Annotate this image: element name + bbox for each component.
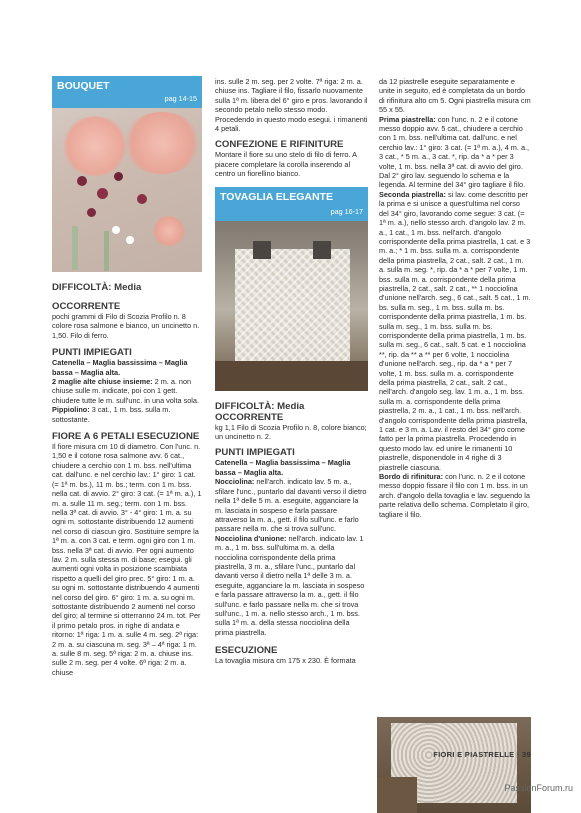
prima-piastrella-text: con l'unc. n. 2 e il cotone messo doppio avv. 5 cat., chiudere a cerchio con 1 m. bss. nell'ultima cat. dall'unc. e nel cerchio lav.: 1° giro: 3 cat. (= 1ª m. a.), 4 m. a., 3 cat., * 5 m. a., 3 cat. *, rip. da * a * per 3 volte, 1 m. bss. nella 3ª cat. di avvio del giro. Dal 2° giro lav. seguendo lo schema e la legenda. Al termine del 34° giro tagliare il filo. bbox=[379, 114, 530, 190]
column-3 bbox=[379, 77, 531, 519]
seconda-piastrella-text: si lav. come descritto per la prima e si unisce a quest'ultima nel corso del 34° giro, lavorando come segue: 3 cat. (= 1ª m. a.), nello stesso arch. d'angolo lav. 2 m. a., 1 cat., 1 m. bss. nell'arch. d'angolo corrispondente della prima piastrella, 1 cat. e 3 m. a.; * 1 m. bss. sulla m. a. corrispondente della prima piastrella, 2 cat., salt. 2 cat., 1 m. a. sulla m. seg. *, rip. da * a * per 7 volte, 1 m. bss. sulla m. a. corrispondente della prima piastrella, 2 cat., salt. 2 cat., ** 1 nocciolina d'unione nell'arch. seg., 6 cat., salt. 5 cat., 1 m. bs. sulla m. seg., 1 m. bss. sulla m. bs. corrispondente della prima piastrella, 1 m. bs. sulla m. seg., 1 m. bss. sulla m. bs. corrispondente della prima piastrella, 1 m. bs. sulla m. seg., 6 cat., salt. 5 cat. e 1 nocciolina **, rip. da ** a ** per 6 volte, 1 nocciolina d'unione nell'arch. seg., rip. da * a * per 7 volte, 1 m. bss. sulla m. a. corrispondente della prima piastrella, 2 cat., salt. 2 cat., nell'arch. d'angolo seg. lav. 1 m. a., 1 m. bss. sulla m. a. corrispondente della prima piastrella, 2 m. a., 1 cat., 1 m. bss. nell'arch. d'angolo corrispondente della prima piastrella, 1 cat. e 3 m. a. Lav. il resto del 34° giro come fatto per la prima piastrella. Procedendo in questo modo lav. ed unire le rimanenti 10 piastrelle, disponendole in 4 righe di 3 piastrelle ciascuna. bbox=[379, 189, 531, 472]
footer-separator: · bbox=[516, 750, 523, 759]
page-number: 39 bbox=[522, 750, 531, 759]
tovaglia-photo bbox=[215, 187, 368, 391]
lace-edge-photo bbox=[377, 717, 531, 813]
stitch-2ma bbox=[52, 377, 202, 405]
difficulty-label: DIFFICOLTÀ: Media bbox=[215, 400, 305, 412]
occorrente-heading: OCCORRENTE bbox=[215, 411, 284, 423]
stitch-2ma-name: 2 maglie alte chiuse insieme: bbox=[52, 377, 153, 387]
occorrente-heading: OCCORRENTE bbox=[52, 301, 121, 312]
stitch-nocciolina-unione-name: Nocciolina d'unione: bbox=[215, 533, 287, 543]
stitch-pippiolino-desc: 3 cat., 1 m. bss. sulla m. sottostante. bbox=[52, 405, 171, 424]
fiore-text: Il fiore misura cm 10 di diametro. Con l'unc. n. 1,50 e il cotone rosa salmone avv. 6 cat., chiudere a cerchio con 1 m. bss. nell'ultima cat. dall'unc. e nel cerchio lav.: 1° giro: 1 cat. (= 1ª m. bs.), 11 m. bs.; term. con 1 m. bss. nella cat. di avvio. 2° giro: 3 cat. (= 1ª m. a.), 1 m. a. sulle 11 m. seg.; term. con 1 m. bss. nella 3ª cat. di avvio. 3° - 4° giro: 1 m. a. su ogni m. sottostante distribuendo 12 aumenti nel corso di ciascun giro. Sostituire sempre la 1ª m. a. con 3 cat. e term. ogni giro con 1 m. bss. nella 3ª cat. di avvio. Per ogni aumento lav. 2 m. sulla stessa m. di base; esegui. gli aumenti ogni volta in posizione scambiata rispetto a quelli del giro prec. 5° giro: 1 m. a. su ogni m. sottostante distribuendo 4 aumenti nel corso del giro. 6° giro: 1 m. a. su ogni m. sottostante distribuendo 2 aumenti nel corso del giro; al termine si otterranno 24 m. tot. Per il primo petalo pros. in righe di andata e ritorno: 1ª riga: 1 m. a. sulle 4 m. seg. 2ª riga: 2 m. a. su ciascuna m. seg. 3ª – 4ª riga: 1 m. a. sulle 8 m. seg. 5ª riga: 2 m. a. chiuse ins. sulle 2 m. seg. per 4 volte. 6ª riga: 2 m. a. chiuse bbox=[52, 442, 202, 677]
punti-text: Catenella – Maglia bassissima – Maglia bassa – Maglia alta. bbox=[52, 358, 188, 377]
page-reference: pag 16-17 bbox=[330, 206, 363, 216]
esecuzione-heading: ESECUZIONE bbox=[215, 645, 278, 657]
page-footer bbox=[433, 750, 531, 759]
watermark: PassionForum.ru bbox=[504, 783, 573, 793]
stitch-pippiolino-name: Pippiolino: bbox=[52, 405, 90, 415]
punti-heading: PUNTI IMPIEGATI bbox=[215, 447, 295, 459]
prima-piastrella bbox=[379, 115, 531, 190]
stitch-nocciolina-desc: nell'arch. indicato lav. 5 m. a., sfilare l'unc., puntarlo dal davanti verso il dietro nella 1ª delle 5 m. a. eseguite, agganciare la m. lasciata in sospeso e farla passare attraverso la m. a., gett. il filo sull'unc. e farlo passare nella m. che si trova sull'unc. bbox=[215, 477, 367, 534]
petali-continued-text: ins. sulle 2 m. seg. per 2 volte. 7ª riga: 2 m. a. chiuse ins. Tagliare il filo, fissarlo nuovamente sulla 1ª m. libera del 6° giro e pros. lavorando il secondo petalo nello stesso modo. Procedendo in questo modo esegui. i rimanenti 4 petali. bbox=[215, 77, 368, 134]
confezione-text: Montare il fiore su uno stelo di filo di ferro. A piacere completare la corolla inserendo al centro un fiorellino bianco. bbox=[215, 150, 357, 179]
punti-heading: PUNTI IMPIEGATI bbox=[52, 347, 132, 359]
seconda-piastrella bbox=[379, 190, 531, 472]
stitch-nocciolina-unione-desc: nell'arch. indicato lav. 1 m. a., 1 m. bss. sull'ultima m. a. della nocciolina corrispondente della prima piastrella, 3 m. a., sfilare l'unc., puntarlo dal davanti verso il dietro nella 1ª delle 3 m. a. eseguite, agganciare la m. lasciata in sospeso e farla passare attraverso la m. a., gett. il filo sull'unc. e farlo passare nella m. che si trova sull'unc., 1 m. a. nello stesso arch., 1 m. bss. sulla 1ª m. a. della stessa nocciolina della prima piastrella. bbox=[215, 533, 365, 637]
bordo-rifinitura-heading: Bordo di rifinitura: bbox=[379, 472, 444, 482]
stitch-2ma-desc: 2 m. a. non chiuse sulle m. indicate, poi con 1 gett. chiudere tutte le m. sull'unc. in una volta sola. bbox=[52, 377, 200, 405]
esecuzione-continued-text: da 12 piastrelle eseguite separatamente e unite in seguito, ed è completata da un bordo di rifinitura alto cm 5. Ogni piastrella misura cm 55 x 55. bbox=[379, 77, 531, 115]
column-2 bbox=[215, 77, 368, 666]
prima-piastrella-heading: Prima piastrella: bbox=[379, 114, 436, 124]
punti-text: Catenella – Maglia bassissima – Maglia bassa – Maglia alta. bbox=[215, 458, 351, 477]
bordo-rifinitura bbox=[379, 472, 531, 519]
occorrente-text: kg 1,1 Filo di Scozia Profilo n. 8, colore bianco; un uncinetto n. 2. bbox=[215, 422, 367, 442]
bouquet-photo bbox=[52, 76, 202, 272]
stitch-pippiolino bbox=[52, 405, 202, 424]
stitch-nocciolina-unione bbox=[215, 534, 368, 637]
magazine-name: FIORI E PIASTRELLE bbox=[433, 750, 515, 759]
fiore-heading: FIORE A 6 PETALI ESECUZIONE bbox=[52, 431, 200, 443]
section-title: TOVAGLIA ELEGANTE bbox=[220, 190, 333, 203]
column-1 bbox=[52, 76, 202, 677]
section-header-bouquet bbox=[52, 76, 202, 272]
esecuzione-text: La tovaglia misura cm 175 x 230. È formata bbox=[215, 656, 356, 666]
occorrente-text: pochi grammi di Filo di Scozia Profilo n. 8 colore rosa salmone e bianco, un uncinetto n. 1,50. Filo di ferro. bbox=[52, 312, 200, 340]
seconda-piastrella-heading: Seconda piastrella: bbox=[379, 189, 446, 199]
page-reference: pag 14-15 bbox=[164, 94, 197, 103]
stitch-nocciolina bbox=[215, 477, 368, 533]
stitch-nocciolina-name: Nocciolina: bbox=[215, 477, 255, 487]
confezione-heading: CONFEZIONE E RIFINITURE bbox=[215, 139, 344, 151]
bordo-rifinitura-text: con l'unc. n. 2 e il cotone messo doppio fissare il filo con 1 m. bss. in un arch. d'angolo della tovaglia e lav. seguendo la parte relativa dello schema. Completato il giro, tagliare il filo. bbox=[379, 472, 530, 519]
difficulty-label: DIFFICOLTÀ: Media bbox=[52, 282, 142, 293]
section-title: BOUQUET bbox=[57, 80, 110, 92]
